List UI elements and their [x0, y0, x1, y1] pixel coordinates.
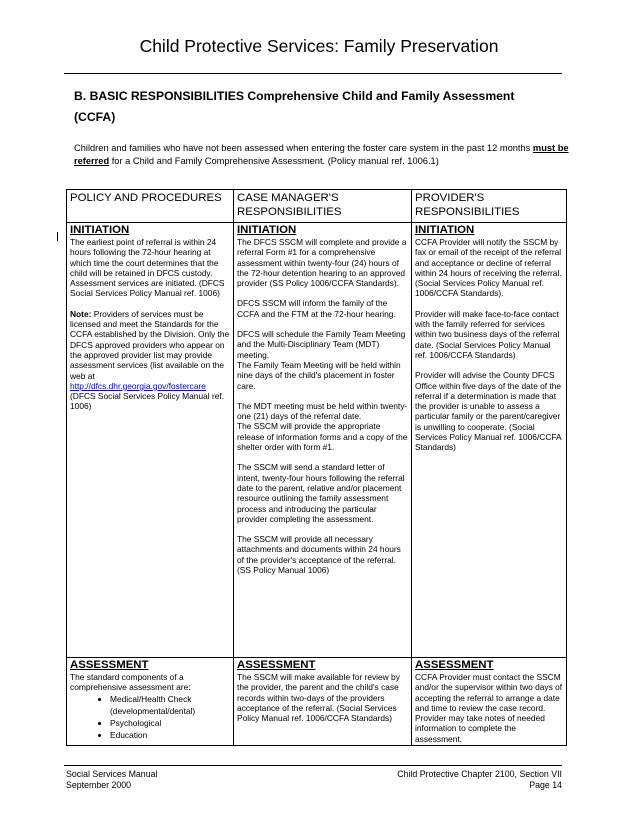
change-bar — [57, 232, 58, 241]
note-label: Note: — [70, 308, 92, 319]
initiation-manager-cell — [234, 223, 412, 658]
intro-text-before: Children and families who have not been assessed when entering the foster care system in the past 12 months — [74, 143, 533, 153]
manager-initiation-item: The SSCM will send a standard letter of intent, twenty-four hours following the referral date to the parent, relative and/or placement resource outlining the family assessment process and introducing the particular provider completing the assessment. — [237, 462, 405, 524]
assessment-components-list — [70, 693, 230, 741]
provider-initiation-item: CCFA Provider will notify the SSCM by fax or email of the receipt of the referral and acceptance or decline of referral within 24 hours of receiving the referral. (Social Services Policy Manual ref. 1006/CCFA Standards). — [415, 237, 562, 299]
manager-initiation-item: The SSCM will provide the appropriate release of information forms and a copy of the shelter order with form #1. — [237, 421, 408, 453]
assessment-provider-text: CCFA Provider must contact the SSCM and/or the supervisor within two days of accepting the referral to arrange a date and time to review the case record. Provider may take notes of needed information to complete the assessment. — [415, 672, 563, 744]
section-acronym: (CCFA) — [74, 110, 116, 124]
initiation-policy-cell — [67, 223, 234, 658]
note-text: Providers of services must be licensed and meet the Standards for the CCFA established by the Division. Only the DFCS approved providers who appear on the approved provider list may provide assessment services (list available on the web at — [70, 308, 230, 381]
header-rule — [64, 73, 562, 74]
footer-rule — [64, 765, 562, 766]
assessment-label: ASSESSMENT — [70, 659, 149, 671]
list-item: • Education — [110, 729, 230, 741]
footer-manual-name: Social Services Manual — [66, 769, 158, 779]
page-header-title: Child Protective Services: Family Preservation — [139, 36, 499, 56]
initiation-label: INITIATION — [70, 224, 130, 236]
table-header-row — [67, 190, 567, 223]
footer-date: September 2000 — [66, 780, 132, 790]
manager-initiation-item: The MDT meeting must be held within twenty-one (21) days of the referral date. — [237, 400, 408, 422]
footer-right — [397, 769, 562, 791]
initiation-label: INITIATION — [415, 224, 475, 236]
table-row-assessment — [67, 658, 567, 746]
assessment-label: ASSESSMENT — [237, 659, 316, 671]
column-header-policy: POLICY AND PROCEDURES — [67, 190, 234, 223]
note-end: (DFCS Social Services Policy Manual ref. 1006) — [70, 391, 225, 412]
assessment-label: ASSESSMENT — [415, 659, 494, 671]
manager-initiation-item: DFCS SSCM will inform the family of the CCFA and the FTM at the 72-hour hearing. — [237, 298, 396, 319]
footer-left — [66, 769, 157, 791]
initiation-policy-text: The earliest point of referral is within 24 hours following the 72-hour hearing at which time the court determines that the child will be retained in DFCS custody. Assessment services are initiated. (DFCS Social Services Policy Manual ref. 1006) — [70, 237, 225, 299]
list-item: • Psychological — [110, 717, 230, 729]
table-row-initiation — [67, 223, 567, 658]
footer-page-number: Page 14 — [529, 780, 562, 790]
provider-initiation-item: Provider will make face-to-face contact with the family referred for services within two business days of the referral date. (Social Services Policy Manual ref. 1006/CCFA Standards) — [415, 308, 560, 360]
assessment-policy-cell — [67, 658, 234, 746]
footer-chapter: Child Protective Chapter 2100, Section VII — [397, 769, 562, 779]
initiation-policy-note — [70, 309, 230, 412]
column-header-case-manager: CASE MANAGER'S RESPONSIBILITIES — [234, 190, 412, 223]
responsibilities-table — [66, 189, 567, 746]
intro-paragraph — [74, 142, 574, 167]
assessment-manager-text: The SSCM will make available for review by the provider, the parent and the child's case records within two-days of the providers acceptance of the referral. (Social Services Policy Manual ref. 1006/CCFA Standards) — [237, 672, 400, 724]
provider-initiation-item: Provider will advise the County DFCS Office within five days of the date of the referral if a determination is made that the provider is unable to assess a particular family or the parent/caregiver is unwilling to cooperate. (Social Services Policy Manual ref. 1006/CCFA Standards) — [415, 370, 562, 453]
list-item: • Medical/Health Check (developmental/dental) — [110, 693, 230, 717]
manager-initiation-item: The SSCM will provide all necessary attachments and documents within 24 hours of the provider's acceptance of the referral. (SS Policy Manual 1006) — [237, 534, 401, 576]
fostercare-link[interactable]: http://dfcs.dhr.georgia.gov/fostercare — [70, 380, 206, 391]
manager-initiation-item: DFCS will schedule the Family Team Meeting and the Multi-Disciplinary Team (MDT) meeting. — [237, 329, 406, 360]
initiation-provider-cell — [412, 223, 567, 658]
section-title: B. BASIC RESPONSIBILITIES Comprehensive Child and Family Assessment — [74, 89, 515, 103]
intro-emphasis: must be referred — [74, 143, 569, 166]
assessment-manager-cell — [234, 658, 412, 746]
initiation-label: INITIATION — [237, 224, 297, 236]
column-header-provider: PROVIDER'S RESPONSIBILITIES — [412, 190, 567, 223]
intro-text-after: for a Child and Family Comprehensive Assessment. (Policy manual ref. 1006.1) — [109, 155, 439, 166]
manager-initiation-item: The DFCS SSCM will complete and provide a referral Form #1 for a comprehensive assessment within twenty-four (24) hours of the 72-hour detention hearing to an approved provider (SS Policy 1006/CCFA Standards). — [237, 237, 407, 289]
assessment-policy-intro: The standard components of a comprehensive assessment are: — [70, 672, 191, 693]
manager-initiation-item: The Family Team Meeting will be held within nine days of the child's placement in foster care. — [237, 359, 401, 391]
assessment-provider-cell — [412, 658, 567, 746]
